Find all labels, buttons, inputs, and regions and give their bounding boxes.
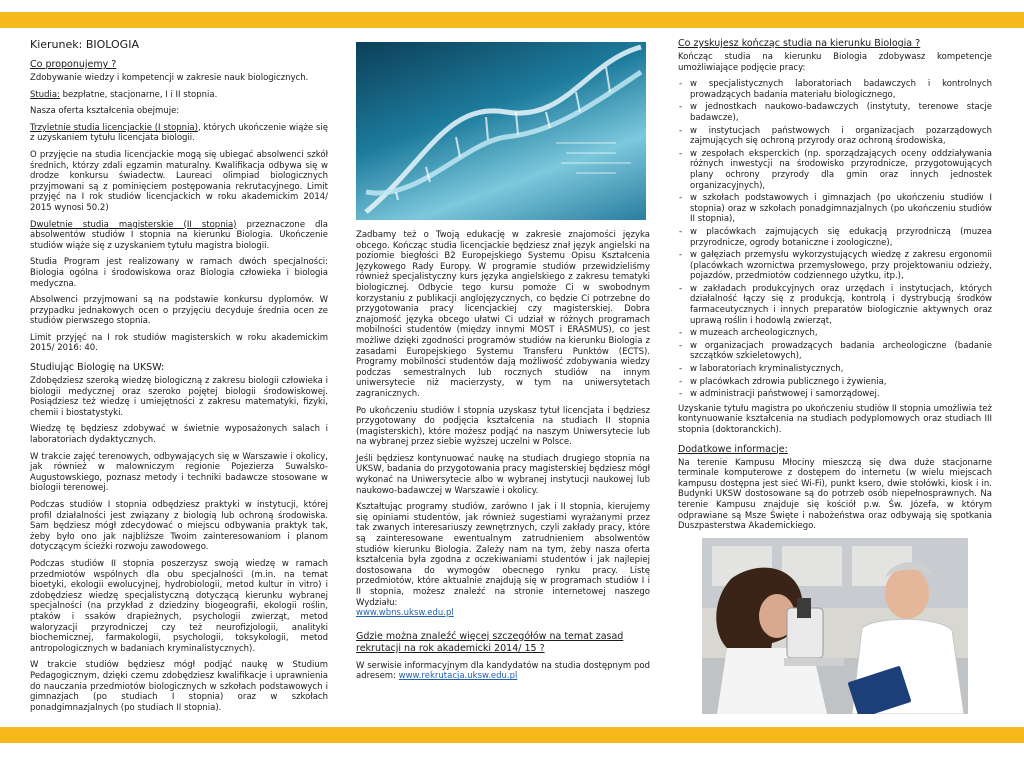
column-middle — [356, 38, 650, 688]
list-item: - w organizacjach prowadzących badania archeologiczne (badanie szczątków szkieletowych), — [678, 341, 992, 362]
offer-text-2: Nasza oferta kształcenia obejmuje: — [30, 106, 180, 117]
heading-extra: Dodatkowe informacje: — [678, 443, 788, 455]
program-paragraph: Studia Program jest realizowany w ramach dwóch specjalności: Biologia ogólna i środowiskowa oraz Biologia człowieka i biologia medyczna. — [30, 257, 328, 289]
list-item: - w szkołach podstawowych i gimnazjach (po ukończeniu studiów I stopnia) oraz w szkołach ponadgimnazjalnych (po ukończeniu studiów II stopnia), — [678, 193, 992, 225]
list-item: - w administracji państwowej i samorządowej. — [678, 389, 992, 400]
list-item: - w placówkach zajmujących się edukacją przyrodniczą (muzea przyrodnicze, ogrody botaniczne i zoologiczne), — [678, 227, 992, 248]
list-item: - w placówkach zdrowia publicznego i żywienia, — [678, 377, 992, 388]
licencjat-label: Trzyletnie studia licencjackie (I stopnia) — [30, 122, 198, 133]
list-item: - w laboratoriach kryminalistycznych, — [678, 364, 992, 375]
column-right — [678, 38, 992, 714]
list-item: - w zakładach produkcyjnych oraz urzędach i instytucjach, których działalność łączy się z produkcją, kontrolą i dystrybucją środków farmaceutycznych i innych preparatów biologicznie aktywnych oraz uprawą roślin i hodowlą zwierząt, — [678, 284, 992, 326]
dna-helix-icon — [356, 42, 646, 220]
jobs-list — [678, 79, 992, 400]
fieldwork-paragraph: W trakcie zajęć terenowych, odbywających się w Warszawie i okolicy, jak również w malowniczym regionie Pojezierza Suwalsko-Augustowskiego, poznasz metody i techniki badawcze stosowane w biologii terenowej. — [30, 451, 328, 494]
heading-gain: Co zyskujesz kończąc studia na kierunku Biologia ? — [678, 38, 921, 49]
heading-offer: Co proponujemy ? — [30, 59, 117, 70]
pedagogy-paragraph: W trakcie studiów będziesz mógł podjąć naukę w Studium Pedagogicznym, dzięki czemu zdobędziesz kwalifikacje i uprawnienia do nauczania przedmiotów biologicznych w szkołach podstawowych i gimnazjach (po studiach I stopnia) oraz w szkołach ponadgimnazjalnych (po studiach II stopnia). — [30, 660, 328, 713]
list-item: - w instytucjach państwowych i organizacjach pozarządowych zajmujących się ochroną przyrody oraz ochroną środowiska, — [678, 126, 992, 147]
doctoral-paragraph: Uzyskanie tytułu magistra po ukończeniu studiów II stopnia umożliwia też kontynuowanie kształcenia na studiach podyplomowych oraz studiach III stopnia (doktoranckich). — [678, 403, 992, 435]
labs-paragraph: Wiedzę tę będziesz zdobywać w świetnie wyposażonych salach i laboratoriach dydaktycznych. — [30, 424, 328, 446]
more-info-text: W serwisie informacyjnym dla kandydatów na studia dostępnym pod adresem: — [356, 660, 650, 682]
wbns-link[interactable]: www.wbns.uksw.edu.pl — [356, 608, 454, 619]
page-title: Kierunek: BIOLOGIA — [30, 38, 139, 51]
top-band — [0, 12, 1024, 28]
knowledge-paragraph: Zdobędziesz szeroką wiedzę biologiczną z zakresu biologii człowieka i biologii medycznej oraz szeroko pojętej biologii środowiskowej. Posiądziesz też wiedzę i umiejętności z zakresu matematyki, fizyki, chemii i biostatystyki. — [30, 376, 328, 418]
list-item: - w specjalistycznych laboratoriach badawczych i kontrolnych prowadzących badania materiału biologicznego, — [678, 79, 992, 100]
limit-paragraph: Limit przyjęć na I rok studiów magisterskich w roku akademickim 2015/ 2016: 40. — [30, 332, 328, 354]
after-first-degree-paragraph: Po ukończeniu studiów I stopnia uzyskasz tytuł licencjata i będziesz przygotowany do podjęcia kształcenia na studiach II stopnia (magisterskich), które możesz podjąć na naszym Uniwersytecie lub na wybranej przez siebie wyższej uczelni w Polsce. — [356, 405, 650, 448]
licencjat-paragraph — [30, 123, 328, 144]
rekrutacja-link[interactable]: www.rekrutacja.uksw.edu.pl — [398, 671, 518, 682]
offer-text: Zdobywanie wiedzy i kompetencji w zakresie nauk biologicznych. — [30, 73, 309, 83]
studies-line — [30, 90, 328, 101]
program-shaping-text: Kształtując programy studiów, zarówno I jak i II stopnia, kierujemy się opiniami studentów, jak również sugestiami wyrażanymi przez tak zwanych interesariuszy zewnętrznych, czyli zakłady pracy, które są zainteresowane ewentualnym zatrudnieniem absolwentów studiów kierunku Biologia. Zależy nam na tym, żeby nasza oferta kształcenia była zgodna z oczekiwaniami studentów i jak najlepiej dostosowana do wymogów obecnego rynku pracy. Listę przedmiotów, które aktualnie znajdują się w programach studiów I i II stopnia, możesz znaleźć na stronie internetowej naszego Wydziału: — [356, 502, 650, 608]
laboratory-scene-icon — [702, 538, 968, 714]
heading-uksw: Studiując Biologię na UKSW: — [30, 362, 165, 374]
language-paragraph: Zadbamy też o Twoją edukację w zakresie znajomości języka obcego. Kończąc studia licencjackie będziesz znał język angielski na poziomie biegłości B2 Europejskiego Systemu Opisu Kształcenia Językowego Rady Europy. W programie studiów przewidzieliśmy również specjalistyczny kurs języka angielskiego z zakresu tematyki biologicznej. Odbycie tego kursu pomoże Ci w swobodnym korzystaniu z publikacji anglojęzycznych, co będzie Ci potrzebne do przygotowania pracy licencjackiej czy magisterskiej. Dobra znajomość języka obcego ułatwi Ci udział w różnych programach mobilności studentów (między innymi MOST i ERASMUS), co jest możliwe dzięki zgodności programów studiów na kierunku Biologia z zasadami Europejskiego Systemu Transferu Punktów (ECTS). Programy mobilności studentów dają możliwość zdobywania wiedzy podczas semestralnych lub rocznych studiów na innym uniwersytecie niż macierzysty, w tym na uniwersytetach zagranicznych. — [356, 230, 650, 399]
studies-label: Studia: — [30, 89, 60, 100]
masters-research-paragraph: Jeśli będziesz kontynuować naukę na studiach drugiego stopnia na UKSW, badania do przygotowania pracy magisterskiej będziesz mógł wykonać na Uniwersytecie albo w wybranej instytucji naukowej lub naukowo-badawczej w Warszawie i okolicy. — [356, 453, 650, 496]
list-item: - w muzeach archeologicznych, — [678, 328, 992, 339]
heading-more-info: Gdzie można znaleźć więcej szczegółów na temat zasad rekrutacji na rok akademicki 2014/ 15 ? — [356, 630, 624, 654]
studies-text: bezpłatne, stacjonarne, I i II stopnia. — [59, 89, 218, 100]
bottom-band — [0, 727, 1024, 743]
list-item: - w zespołach eksperckich (np. sporządzających oceny oddziaływania różnych inwestycji na środowisko przyrodnicze, przygotowujących plany ochrony przyrody dla gmin oraz innych jednostek organizacyjnych), — [678, 149, 992, 191]
licencjat-text: , których ukończenie wiąże się z uzyskaniem tytułu licencjata biologii. — [30, 122, 328, 144]
magister-paragraph — [30, 220, 328, 252]
list-item: - w jednostkach naukowo-badawczych (instytuty, terenowe stacje badawcze), — [678, 102, 992, 123]
extra-paragraph: Na terenie Kampusu Młociny mieszczą się dwa duże stacjonarne terminale komputerowe z dostępem do internetu (w wielu miejscach kampusu dostępna jest sieć Wi-Fi), punkt ksero, dwie stołówki, kiosk i in. Budynki UKSW dostosowane są do potrzeb osób niepełnosprawnych. Na terenie Kampusu znajduje się kościół p.w. Św. Józefa, w którym odprawiane są Msze Święte i nabożeństwa oraz odbywają się spotkania Duszpasterstwa Akademickiego. — [678, 457, 992, 532]
graduates-paragraph: Absolwenci przyjmowani są na podstawie konkursu dyplomów. W przypadku jednakowych ocen o przyjęciu decyduje średnia ocen ze studiów pierwszego stopnia. — [30, 295, 328, 327]
laboratory-microscope-photo — [702, 538, 968, 714]
program-shaping-paragraph — [356, 502, 650, 619]
second-degree-paragraph: Podczas studiów II stopnia poszerzysz swoją wiedzę w ramach przedmiotów wspólnych dla obu specjalności (m.in. na temat bioetyki, ekologii ewolucyjnej, hydrobiologii, metod kultur in vitro) i zdobędziesz wiedzę specjalistyczną dotyczącą kierunku wybranej specjalności (na przykład z dziedziny biogeografii, ekologii roślin, ptaków i ssaków drapieżnych, psychologii zwierząt, metod waloryzacji przyrodniczej czy też neurofizjologii, analityki biochemicznej, farmakologii, psychologii, toksykologii, metod antropologicznych w badaniach kryminalistycznych). — [30, 558, 328, 654]
list-item: - w gałęziach przemysłu wykorzystujących wiedzę z zakresu ergonomii (placówkach wzornictwa przemysłowego, przy projektowaniu odzieży, pojazdów, przedmiotów codziennego użytku, itp.), — [678, 250, 992, 282]
gain-paragraph: Kończąc studia na kierunku Biologia zdobywasz kompetencje umożliwiające podjęcie pracy: — [678, 52, 992, 73]
dna-helix-photo — [356, 42, 646, 220]
magister-label: Dwuletnie studia magisterskie (II stopnia) — [30, 219, 237, 230]
licencjat-admission: O przyjęcie na studia licencjackie mogą się ubiegać absolwenci szkół średnich, którzy zdali egzamin maturalny. Kwalifikacja odbywa się w drodze konkursu świadectw. Laureaci olimpiad biologicznych przyjmowani są z pominięciem postępowania rekrutacyjnego. Limit przyjęć na I rok studiów licencjackich w roku akademickim 2014/ 2015 wynosi 50.2) — [30, 149, 328, 213]
internship-paragraph: Podczas studiów I stopnia odbędziesz praktyki w instytucji, której profil działalności jest związany z biologią lub ochroną środowiska. Sam będziesz mógł zdecydować o miejscu odbywania praktyk tak, żeby było ono jak najbliższe Twoim zainteresowaniom i planom dotyczącym ścieżki rozwoju zawodowego. — [30, 500, 328, 553]
column-left — [30, 38, 328, 719]
more-info-paragraph — [356, 661, 650, 682]
magister-text: przeznaczone dla absolwentów studiów I stopnia na kierunku Biologia. Ukończenie studiów wiąże się z uzyskaniem tytułu magistra biologii. — [30, 219, 328, 251]
